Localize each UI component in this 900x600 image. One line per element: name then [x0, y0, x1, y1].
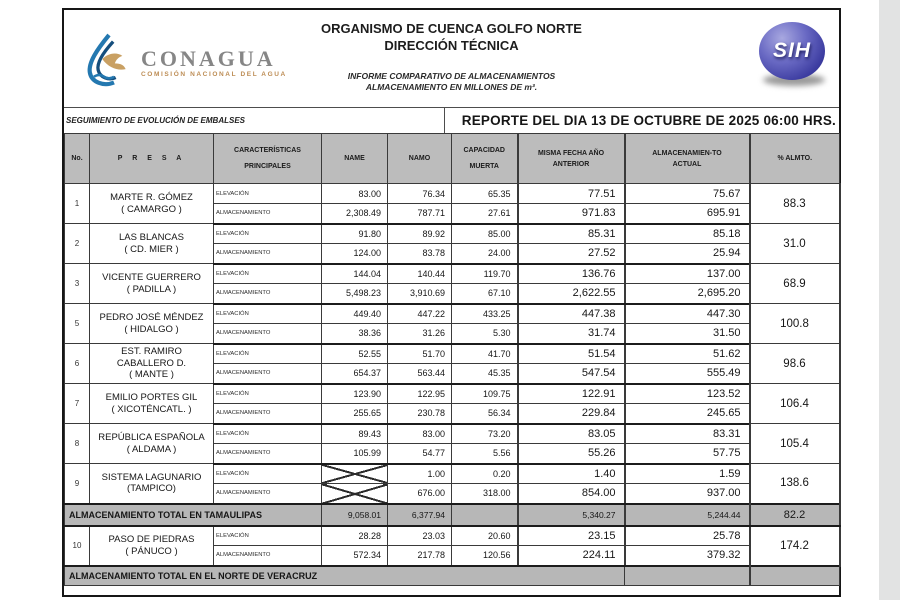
presa-name: PASO DE PIEDRAS — [108, 534, 195, 545]
value-cell: 73.20 — [452, 424, 518, 444]
value-cell: 89.43 — [322, 424, 388, 444]
value-cell: 20.60 — [452, 526, 518, 546]
capacidad-line2: MUERTA — [469, 163, 499, 170]
presa-name-cell — [90, 264, 214, 304]
row-metric-label: ELEVACIÓN — [214, 264, 322, 284]
row-metric-label: ALMACENAMIENTO — [214, 484, 322, 504]
value-cell: 109.75 — [452, 384, 518, 404]
value-cell: 45.35 — [452, 364, 518, 384]
presa-name-cell — [90, 304, 214, 344]
col-header-caracteristicas — [214, 134, 322, 184]
row-number: 7 — [65, 384, 90, 424]
value-cell: 449.40 — [322, 304, 388, 324]
misma-line1: MISMA FECHA AÑO — [537, 149, 605, 157]
conagua-subtitle: COMISIÓN NACIONAL DEL AGUA — [141, 70, 287, 78]
misma-line2: ANTERIOR — [552, 160, 590, 168]
row-number: 10 — [65, 526, 90, 566]
presa-name: LAS BLANCAS — [119, 232, 184, 243]
value-cell: 447.22 — [388, 304, 452, 324]
table-row — [65, 224, 840, 244]
informe-line1: INFORME COMPARATIVO DE ALMACENAMIENTOS — [347, 71, 556, 81]
value-cell: 124.00 — [322, 244, 388, 264]
informe-subtitle — [214, 71, 689, 93]
row-number: 5 — [65, 304, 90, 344]
row-metric-label: ELEVACIÓN — [214, 526, 322, 546]
value-cell: 1.40 — [518, 464, 625, 484]
value-cell: 52.55 — [322, 344, 388, 364]
table-row — [65, 464, 840, 484]
col-header-pct-almto: % ALMTO. — [750, 134, 840, 184]
row-metric-label: ELEVACIÓN — [214, 304, 322, 324]
presa-place: ( XICOTÉNCATL. ) — [111, 403, 192, 415]
total-label: ALMACENAMIENTO TOTAL EN EL NORTE DE VERACRUZ — [65, 566, 625, 586]
value-cell: 971.83 — [518, 204, 625, 224]
value-cell: 122.95 — [388, 384, 452, 404]
value-cell: 51.70 — [388, 344, 452, 364]
sih-logo — [757, 22, 829, 88]
presa-name-cell — [90, 526, 214, 566]
value-cell: 123.90 — [322, 384, 388, 404]
value-cell: 85.18 — [625, 224, 750, 244]
presa-place: ( PADILLA ) — [126, 283, 177, 295]
table-row — [65, 184, 840, 204]
value-cell: 85.31 — [518, 224, 625, 244]
crossed-out-cell — [322, 464, 388, 484]
table-row — [65, 304, 840, 324]
presa-name: VICENTE GUERRERO — [102, 272, 201, 283]
value-cell: 547.54 — [518, 364, 625, 384]
value-cell: 120.56 — [452, 546, 518, 566]
presa-place: ( HIDALGO ) — [124, 323, 179, 335]
pct-cell: 106.4 — [750, 384, 840, 424]
sih-label: SIH — [772, 39, 811, 62]
value-cell: 224.11 — [518, 546, 625, 566]
value-cell: 255.65 — [322, 404, 388, 424]
presa-name: EST. RAMIRO CABALLERO D. — [116, 346, 187, 369]
presa-name-cell — [90, 224, 214, 264]
value-cell: 2,695.20 — [625, 284, 750, 304]
presa-place: ( ALDAMA ) — [126, 443, 177, 455]
value-cell: 25.94 — [625, 244, 750, 264]
value-cell: 56.34 — [452, 404, 518, 424]
row-number: 2 — [65, 224, 90, 264]
value-cell: 83.05 — [518, 424, 625, 444]
presa-name-cell — [90, 384, 214, 424]
col-header-namo: NAMO — [388, 134, 452, 184]
total-value-cell: 9,058.01 — [322, 504, 388, 526]
value-cell: 89.92 — [388, 224, 452, 244]
value-cell: 24.00 — [452, 244, 518, 264]
value-cell: 85.00 — [452, 224, 518, 244]
value-cell: 447.30 — [625, 304, 750, 324]
value-cell: 91.80 — [322, 224, 388, 244]
tracking-note: SEGUIMIENTO DE EVOLUCIÓN DE EMBALSES — [66, 116, 245, 125]
value-cell: 0.20 — [452, 464, 518, 484]
value-cell: 122.91 — [518, 384, 625, 404]
document-frame — [62, 8, 841, 597]
value-cell: 67.10 — [452, 284, 518, 304]
row-metric-label: ELEVACIÓN — [214, 224, 322, 244]
value-cell: 83.31 — [625, 424, 750, 444]
table-row — [65, 384, 840, 404]
col-header-almacenamiento-actual — [625, 134, 750, 184]
org-title-line2: DIRECCIÓN TÉCNICA — [384, 38, 519, 53]
value-cell: 25.78 — [625, 526, 750, 546]
value-cell: 83.00 — [322, 184, 388, 204]
row-metric-label: ALMACENAMIENTO — [214, 404, 322, 424]
pct-cell: 138.6 — [750, 464, 840, 504]
value-cell: 54.77 — [388, 444, 452, 464]
col-header-misma-fecha — [518, 134, 625, 184]
presa-place: (TAMPICO) — [127, 483, 176, 495]
row-metric-label: ALMACENAMIENTO — [214, 324, 322, 344]
value-cell: 119.70 — [452, 264, 518, 284]
value-cell: 318.00 — [452, 484, 518, 504]
row-metric-label: ALMACENAMIENTO — [214, 244, 322, 264]
value-cell: 31.74 — [518, 324, 625, 344]
value-cell: 27.61 — [452, 204, 518, 224]
value-cell: 229.84 — [518, 404, 625, 424]
value-cell: 217.78 — [388, 546, 452, 566]
value-cell: 563.44 — [388, 364, 452, 384]
value-cell: 144.04 — [322, 264, 388, 284]
total-label: ALMACENAMIENTO TOTAL EN TAMAULIPAS — [65, 504, 322, 526]
table-row — [65, 344, 840, 364]
col-header-name: NAME — [322, 134, 388, 184]
presa-place: ( CAMARGO ) — [121, 203, 182, 215]
row-number: 8 — [65, 424, 90, 464]
row-metric-label: ELEVACIÓN — [214, 464, 322, 484]
presa-name-cell — [90, 344, 214, 384]
capacidad-line1: CAPACIDAD — [463, 147, 505, 154]
row-metric-label: ELEVACIÓN — [214, 424, 322, 444]
value-cell: 787.71 — [388, 204, 452, 224]
value-cell: 854.00 — [518, 484, 625, 504]
value-cell: 31.50 — [625, 324, 750, 344]
total-value-cell: 5,244.44 — [625, 504, 750, 526]
row-metric-label: ELEVACIÓN — [214, 344, 322, 364]
row-number: 1 — [65, 184, 90, 224]
row-metric-label: ALMACENAMIENTO — [214, 444, 322, 464]
total-value-cell — [452, 504, 518, 526]
value-cell: 379.32 — [625, 546, 750, 566]
value-cell: 83.00 — [388, 424, 452, 444]
scan-edge-strip — [879, 0, 900, 600]
col-header-capacidad-muerta — [452, 134, 518, 184]
empty-total-cell — [750, 566, 840, 586]
col-header-no: No. — [65, 134, 90, 184]
value-cell: 2,308.49 — [322, 204, 388, 224]
value-cell: 41.70 — [452, 344, 518, 364]
storage-table — [64, 133, 841, 586]
row-metric-label: ALMACENAMIENTO — [214, 546, 322, 566]
report-date-title: REPORTE DEL DIA 13 DE OCTUBRE DE 2025 06:00 HRS. — [444, 108, 839, 133]
sih-sphere-icon — [759, 22, 825, 80]
presa-name: PEDRO JOSÉ MÉNDEZ — [99, 312, 204, 323]
row-number: 6 — [65, 344, 90, 384]
value-cell: 28.28 — [322, 526, 388, 546]
value-cell: 1.59 — [625, 464, 750, 484]
value-cell: 136.76 — [518, 264, 625, 284]
value-cell: 555.49 — [625, 364, 750, 384]
value-cell: 77.51 — [518, 184, 625, 204]
pct-cell: 174.2 — [750, 526, 840, 566]
value-cell: 937.00 — [625, 484, 750, 504]
actual-line2: ACTUAL — [672, 160, 702, 168]
subheader-row — [64, 107, 839, 133]
value-cell: 695.91 — [625, 204, 750, 224]
value-cell: 1.00 — [388, 464, 452, 484]
row-number: 9 — [65, 464, 90, 504]
pct-cell: 88.3 — [750, 184, 840, 224]
table-header-row — [65, 134, 840, 184]
report-header — [64, 10, 839, 107]
value-cell: 5,498.23 — [322, 284, 388, 304]
presa-place: ( PÁNUCO ) — [125, 545, 178, 557]
presa-name: REPÚBLICA ESPAÑOLA — [98, 432, 205, 443]
presa-name: SISTEMA LAGUNARIO — [101, 471, 202, 483]
value-cell: 5.30 — [452, 324, 518, 344]
value-cell: 65.35 — [452, 184, 518, 204]
total-value-cell: 6,377.94 — [388, 504, 452, 526]
value-cell: 230.78 — [388, 404, 452, 424]
org-title-line1: ORGANISMO DE CUENCA GOLFO NORTE — [321, 21, 582, 36]
value-cell: 23.15 — [518, 526, 625, 546]
presa-place: ( MANTE ) — [129, 369, 174, 381]
value-cell: 137.00 — [625, 264, 750, 284]
value-cell: 75.67 — [625, 184, 750, 204]
presa-name: EMILIO PORTES GIL — [105, 392, 198, 403]
row-metric-label: ELEVACIÓN — [214, 184, 322, 204]
value-cell: 676.00 — [388, 484, 452, 504]
value-cell: 2,622.55 — [518, 284, 625, 304]
value-cell: 51.54 — [518, 344, 625, 364]
pct-cell: 98.6 — [750, 344, 840, 384]
value-cell: 105.99 — [322, 444, 388, 464]
pct-cell: 100.8 — [750, 304, 840, 344]
value-cell: 5.56 — [452, 444, 518, 464]
conagua-drop-icon — [84, 32, 134, 93]
presa-name-cell — [90, 464, 214, 504]
value-cell: 140.44 — [388, 264, 452, 284]
pct-cell: 68.9 — [750, 264, 840, 304]
row-metric-label: ALMACENAMIENTO — [214, 364, 322, 384]
value-cell: 123.52 — [625, 384, 750, 404]
value-cell: 572.34 — [322, 546, 388, 566]
presa-name: MARTE R. GÓMEZ — [110, 192, 193, 203]
row-metric-label: ELEVACIÓN — [214, 384, 322, 404]
table-row — [65, 424, 840, 444]
value-cell: 447.38 — [518, 304, 625, 324]
empty-total-cell — [625, 566, 750, 586]
caract-line1: CARACTERÍSTICAS — [234, 147, 301, 154]
crossed-out-cell — [322, 484, 388, 504]
value-cell: 83.78 — [388, 244, 452, 264]
pct-cell: 105.4 — [750, 424, 840, 464]
value-cell: 654.37 — [322, 364, 388, 384]
center-titles — [214, 20, 689, 93]
row-metric-label: ALMACENAMIENTO — [214, 204, 322, 224]
veracruz-total-row — [65, 566, 840, 586]
value-cell: 31.26 — [388, 324, 452, 344]
presa-name-cell — [90, 184, 214, 224]
col-header-presa: P R E S A — [90, 134, 214, 184]
value-cell: 245.65 — [625, 404, 750, 424]
tamaulipas-total-row — [65, 504, 840, 526]
value-cell: 433.25 — [452, 304, 518, 324]
informe-line2: ALMACENAMIENTO EN MILLONES DE m³. — [365, 82, 538, 92]
value-cell: 23.03 — [388, 526, 452, 546]
total-value-cell: 5,340.27 — [518, 504, 625, 526]
presa-place: ( CD. MIER ) — [124, 243, 179, 255]
value-cell: 3,910.69 — [388, 284, 452, 304]
value-cell: 27.52 — [518, 244, 625, 264]
value-cell: 51.62 — [625, 344, 750, 364]
total-pct-cell: 82.2 — [750, 504, 840, 526]
caract-line2: PRINCIPALES — [244, 163, 291, 170]
row-number: 3 — [65, 264, 90, 304]
value-cell: 76.34 — [388, 184, 452, 204]
value-cell: 38.36 — [322, 324, 388, 344]
table-row — [65, 526, 840, 546]
presa-name-cell — [90, 424, 214, 464]
actual-line1: ALMACENAMIEN-TO — [652, 149, 722, 157]
value-cell: 55.26 — [518, 444, 625, 464]
value-cell: 57.75 — [625, 444, 750, 464]
row-metric-label: ALMACENAMIENTO — [214, 284, 322, 304]
pct-cell: 31.0 — [750, 224, 840, 264]
table-row — [65, 264, 840, 284]
conagua-wordmark: CONAGUA — [141, 45, 276, 71]
